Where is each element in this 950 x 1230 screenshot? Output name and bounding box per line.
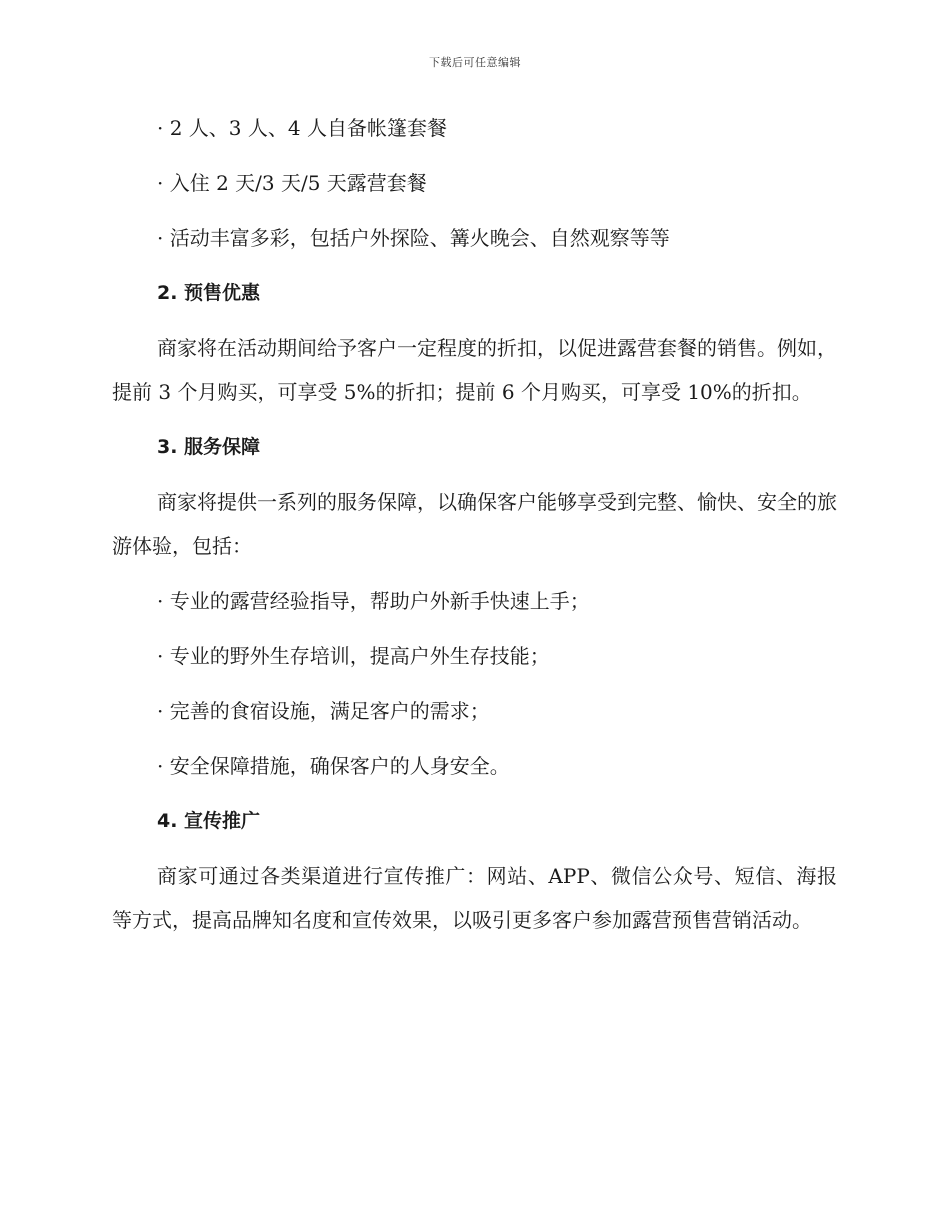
service-item: · 完善的食宿设施，满足客户的需求； <box>157 699 490 723</box>
document-body <box>112 106 837 953</box>
service-item: · 安全保障措施，确保客户的人身安全。 <box>157 754 510 778</box>
page-header: 下载后可任意编辑 <box>429 56 521 69</box>
paragraph-service: 商家将提供一系列的服务保障，以确保客户能够享受到完整、愉快、安全的旅游体验，包括： <box>112 490 837 558</box>
section-heading-promotion: 4. 宣传推广 <box>157 810 261 832</box>
service-item: · 专业的野外生存培训，提高户外生存技能； <box>157 644 550 668</box>
section-heading-service: 3. 服务保障 <box>157 436 261 458</box>
paragraph-presale: 商家将在活动期间给予客户一定程度的折扣，以促进露营套餐的销售。例如，提前 3 个月购买，可享受 5%的折扣；提前 6 个月购买，可享受 10%的折扣。 <box>112 336 837 404</box>
package-item: · 活动丰富多彩，包括户外探险、篝火晚会、自然观察等等 <box>157 226 670 250</box>
section-heading-presale: 2. 预售优惠 <box>157 282 261 304</box>
package-item: · 2 人、3 人、4 人自备帐篷套餐 <box>157 116 447 140</box>
paragraph-promotion: 商家可通过各类渠道进行宣传推广：网站、APP、微信公众号、短信、海报等方式，提高品牌知名度和宣传效果，以吸引更多客户参加露营预售营销活动。 <box>112 864 837 932</box>
service-item: · 专业的露营经验指导，帮助户外新手快速上手； <box>157 589 590 613</box>
package-item: · 入住 2 天/3 天/5 天露营套餐 <box>157 171 427 195</box>
